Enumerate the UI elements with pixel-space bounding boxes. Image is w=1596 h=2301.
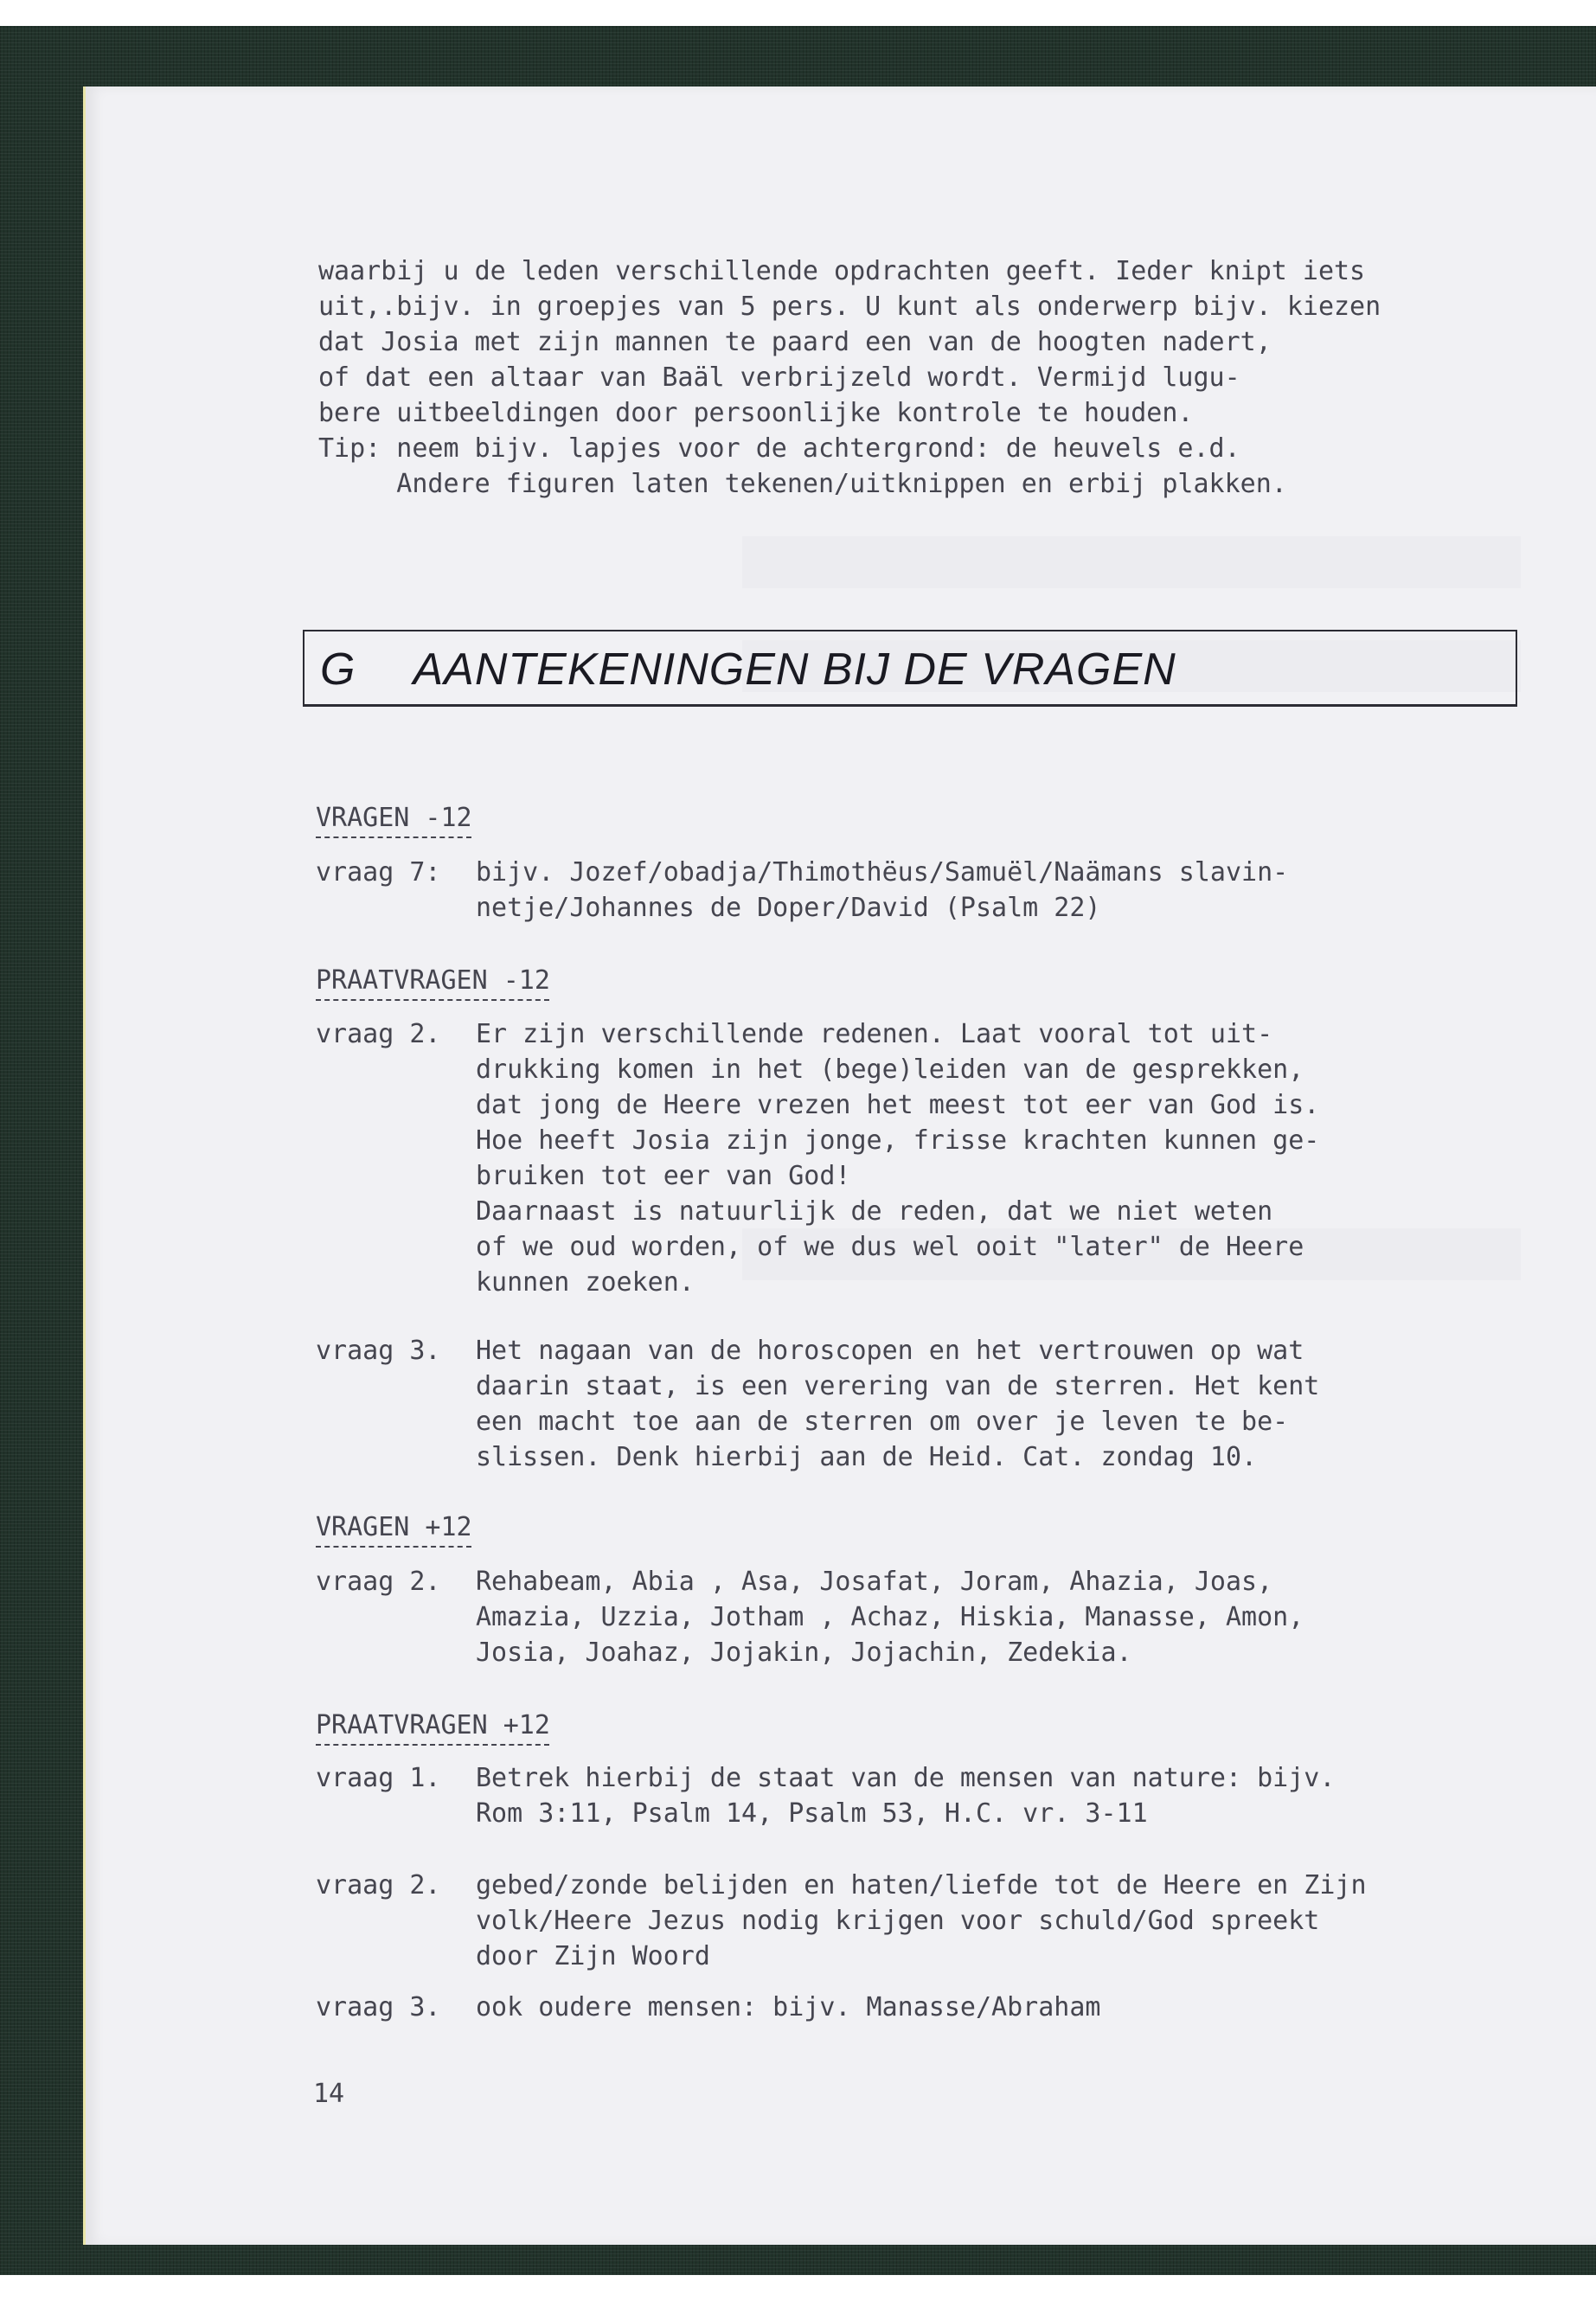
question-label: vraag 7:	[316, 857, 441, 888]
intro-line: dat Josia met zijn mannen te paard een van de hoogten nadert,	[318, 327, 1272, 357]
intro-line: Tip: neem bijv. lapjes voor de achtergrond: de heuvels e.d.	[318, 433, 1240, 464]
answer-line: Rom 3:11, Psalm 14, Psalm 53, H.C. vr. 3-11	[476, 1798, 1148, 1829]
answer-line: Amazia, Uzzia, Jotham , Achaz, Hiskia, Manasse, Amon,	[476, 1602, 1304, 1632]
question-label: vraag 2.	[316, 1567, 441, 1597]
question-label: vraag 1.	[316, 1763, 441, 1793]
answer-line: Josia, Joahaz, Jojakin, Jojachin, Zedekia.	[476, 1638, 1132, 1668]
block-heading: PRAATVRAGEN -12	[316, 965, 550, 996]
question-label: vraag 3.	[316, 1336, 441, 1366]
intro-line: waarbij u de leden verschillende opdrachten geeft. Ieder knipt iets	[318, 256, 1366, 286]
answer-line: volk/Heere Jezus nodig krijgen voor schuld/God spreekt	[476, 1906, 1320, 1936]
answer-line: daarin staat, is een verering van de sterren. Het kent	[476, 1371, 1320, 1401]
block-heading: VRAGEN +12	[316, 1512, 472, 1542]
section-title: AANTEKENINGEN BIJ DE VRAGEN	[413, 644, 1176, 695]
answer-line: bruiken tot eer van God!	[476, 1161, 851, 1191]
answer-line: slissen. Denk hierbij aan de Heid. Cat. zondag 10.	[476, 1442, 1258, 1472]
answer-line: Het nagaan van de horoscopen en het vertrouwen op wat	[476, 1336, 1304, 1366]
answer-line: drukking komen in het (bege)leiden van de gesprekken,	[476, 1054, 1304, 1085]
section-heading	[320, 644, 1176, 695]
question-label: vraag 2.	[316, 1870, 441, 1900]
block-heading: VRAGEN -12	[316, 803, 472, 833]
answer-line: bijv. Jozef/obadja/Thimothëus/Samuël/Naämans slavin-	[476, 857, 1289, 888]
answer-line: of we oud worden, of we dus wel ooit "later" de Heere	[476, 1232, 1304, 1262]
question-label: vraag 3.	[316, 1992, 441, 2022]
answer-line: Rehabeam, Abia , Asa, Josafat, Joram, Ahazia, Joas,	[476, 1567, 1273, 1597]
block-heading: PRAATVRAGEN +12	[316, 1710, 550, 1740]
answer-line: Hoe heeft Josia zijn jonge, frisse krachten kunnen ge-	[476, 1125, 1320, 1156]
answer-line: ook oudere mensen: bijv. Manasse/Abraham	[476, 1992, 1101, 2022]
intro-line: Andere figuren laten tekenen/uitknippen en erbij plakken.	[318, 469, 1287, 499]
answer-line: Betrek hierbij de staat van de mensen van nature: bijv.	[476, 1763, 1336, 1793]
question-label: vraag 2.	[316, 1019, 441, 1049]
intro-line: uit,.bijv. in groepjes van 5 pers. U kunt als onderwerp bijv. kiezen	[318, 292, 1381, 322]
answer-line: Er zijn verschillende redenen. Laat vooral tot uit-	[476, 1019, 1273, 1049]
page-number: 14	[313, 2079, 345, 2109]
section-letter: G	[320, 644, 356, 695]
answer-line: Daarnaast is natuurlijk de reden, dat we niet weten	[476, 1196, 1273, 1227]
answer-line: door Zijn Woord	[476, 1941, 710, 1971]
section-heading-box	[303, 630, 1517, 707]
answer-line: kunnen zoeken.	[476, 1267, 695, 1298]
answer-line: dat jong de Heere vrezen het meest tot eer van God is.	[476, 1090, 1320, 1120]
answer-line: gebed/zonde belijden en haten/liefde tot de Heere en Zijn	[476, 1870, 1367, 1900]
answer-line: netje/Johannes de Doper/David (Psalm 22)	[476, 893, 1101, 923]
intro-line: bere uitbeeldingen door persoonlijke kontrole te houden.	[318, 398, 1194, 428]
intro-line: of dat een altaar van Baäl verbrijzeld wordt. Vermijd lugu-	[318, 362, 1240, 393]
answer-line: een macht toe aan de sterren om over je leven te be-	[476, 1407, 1289, 1437]
